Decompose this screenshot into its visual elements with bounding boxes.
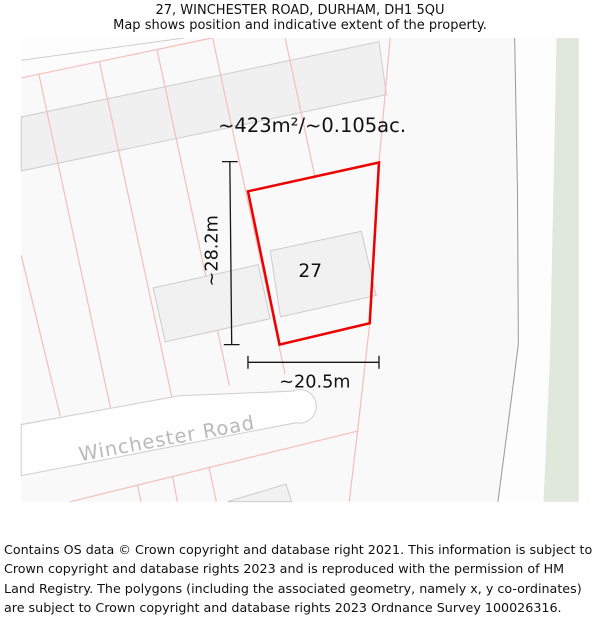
property-number-label: 27 <box>298 260 323 282</box>
header <box>0 0 600 38</box>
area-label: ~423m²/~0.105ac. <box>218 113 407 137</box>
height-label: ~28.2m <box>202 215 223 287</box>
copyright-notice: Contains OS data © Crown copyright and database right 2021. This information is subject to Crown copyright and database rights 2023 and is reproduced with the permission of HM Land Registry. The polygons (including the associated geometry, namely x, y co-ordinates) are subject to Crown copyright and database rights 2023 Ordnance Survey 100026316. <box>4 542 593 616</box>
road-name-label: Winchester Road <box>76 411 257 467</box>
map-title: 27, WINCHESTER ROAD, DURHAM, DH1 5QU <box>155 3 445 18</box>
map-svg <box>0 38 600 537</box>
width-label: ~20.5m <box>279 372 351 393</box>
map-subtitle: Map shows position and indicative extent of the property. <box>113 18 487 33</box>
map-canvas <box>0 38 600 537</box>
